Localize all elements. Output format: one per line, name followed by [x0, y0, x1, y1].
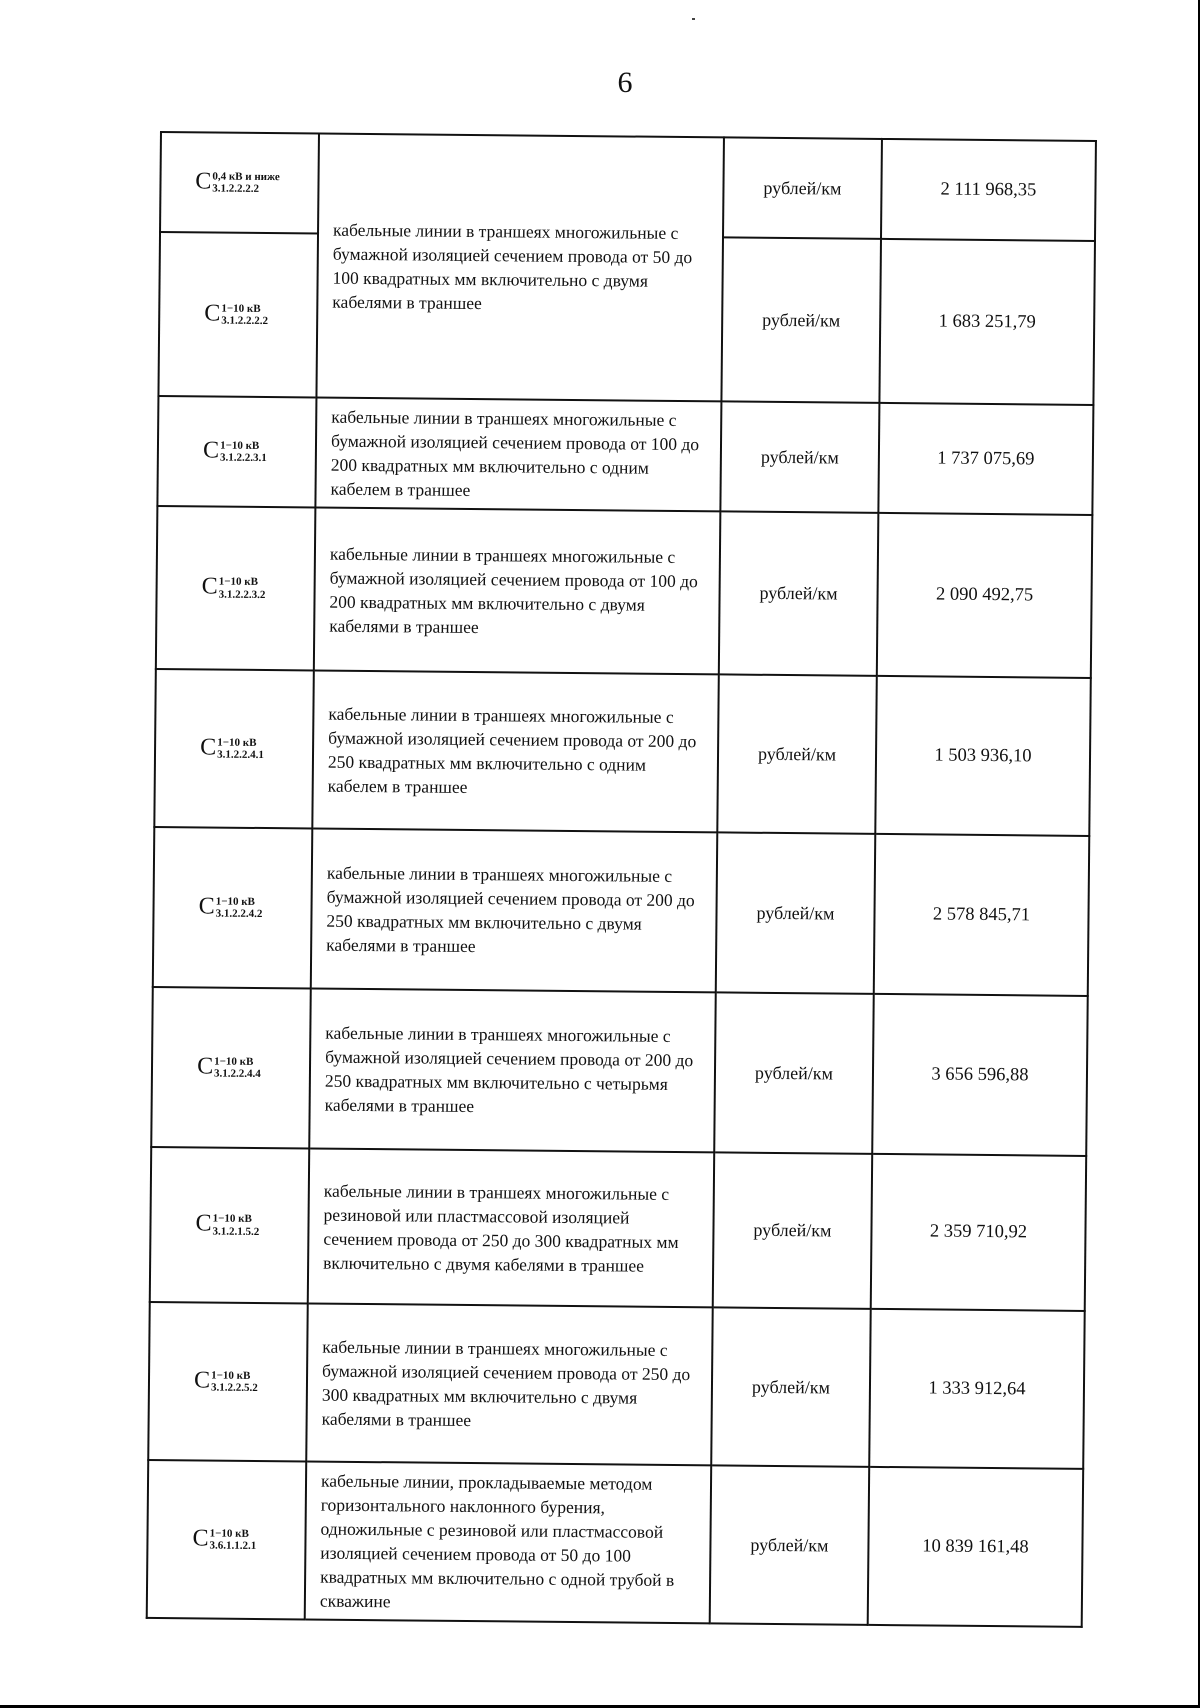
rate-code-subscript: 3.1.2.2.3.2 [218, 588, 266, 601]
price-cell: 3 656 596,88 [872, 994, 1088, 1156]
tariff-table [146, 131, 1097, 1628]
table-row [154, 669, 1090, 836]
unit-cell: рублей/км [711, 1307, 871, 1467]
rate-code-indices [219, 576, 266, 602]
rate-code-superscript: 1−10 кВ [220, 439, 260, 452]
table-row [160, 132, 1096, 241]
rate-code-indices [220, 439, 267, 465]
unit-cell: рублей/км [714, 992, 874, 1154]
rate-code-letter: C [201, 573, 218, 601]
description-cell: кабельные линии, прокладываемые методом горизонтального наклонного бурения, одножильные с резиновой или пластмассовой изоляцией сечением провода от 50 до 100 квадратных мм включительно с одной трубой в скважине [305, 1461, 711, 1623]
rate-code [203, 438, 271, 465]
rate-code-indices [217, 736, 264, 762]
unit-cell: рублей/км [719, 511, 879, 676]
price-cell: 1 333 912,64 [869, 1309, 1085, 1469]
price-cell: 1 737 075,69 [878, 403, 1093, 515]
table-row [148, 1302, 1084, 1469]
rate-code-subscript: 3.1.2.2.3.1 [219, 452, 267, 465]
scan-artifact-dot [692, 18, 695, 20]
unit-cell: рублей/км [710, 1465, 870, 1625]
unit-cell: рублей/км [716, 832, 876, 994]
rate-code-indices [211, 1369, 258, 1395]
rate-code-letter: C [195, 1210, 212, 1237]
description-cell: кабельные линии в траншеях многожильные с бумажной изоляцией сечением провода от 50 до 100 квадратных мм включительно с двумя кабелями в траншее [316, 134, 724, 402]
rate-code-cell [151, 987, 311, 1149]
unit-cell: рублей/км [720, 401, 879, 513]
rate-code-superscript: 1−10 кВ [211, 1369, 251, 1382]
rate-code [204, 301, 272, 328]
rate-code-subscript: 3.1.2.2.2.2 [212, 182, 260, 196]
price-cell: 2 578 845,71 [874, 834, 1090, 996]
price-cell: 2 359 710,92 [871, 1154, 1086, 1311]
rate-code-indices [221, 302, 268, 328]
description-cell: кабельные линии в траншеях многожильные с резиновой или пластмассовой изоляцией сечением провода от 250 до 300 квадратных мм включительно с двумя кабелями в траншее [308, 1148, 714, 1307]
rate-code-letter: C [200, 734, 217, 761]
description-cell: кабельные линии в траншеях многожильные с бумажной изоляцией сечением провода от 250 до 300 квадратных мм включительно с двумя кабелями в траншее [306, 1303, 712, 1465]
description-cell: кабельные линии в траншеях многожильные с бумажной изоляцией сечением провода от 200 до 250 квадратных мм включительно с одним кабелем в траншее [312, 671, 718, 833]
rate-code-superscript: 1−10 кВ [212, 1212, 252, 1226]
price-cell: 1 503 936,10 [875, 676, 1091, 836]
rate-code-cell [154, 669, 314, 829]
rate-code-letter: C [197, 1053, 214, 1080]
rate-code-subscript: 3.1.2.2.2.2 [221, 315, 269, 328]
description-cell: кабельные линии в траншеях многожильные с бумажной изоляцией сечением провода от 100 до 200 квадратных мм включительно с двумя кабелями в траншее [314, 508, 721, 675]
description-cell: кабельные линии в траншеях многожильные с бумажной изоляцией сечением провода от 200 до 250 квадратных мм включительно с двумя кабелями в траншее [311, 828, 718, 992]
unit-cell: рублей/км [717, 674, 877, 834]
rate-code-superscript: 1−10 кВ [218, 575, 259, 589]
price-cell: 2 111 968,35 [881, 139, 1096, 241]
rate-code-subscript: 3.1.2.1.5.2 [212, 1225, 260, 1238]
page-number: 6 [617, 66, 633, 99]
rate-code-indices [216, 895, 263, 921]
rate-code-cell [157, 396, 316, 508]
rate-code-indices [212, 170, 280, 196]
rate-code-subscript: 3.1.2.2.4.4 [214, 1067, 261, 1081]
rate-code-superscript: 1−10 кВ [217, 736, 257, 749]
rate-code [202, 575, 270, 602]
rate-code [195, 169, 284, 196]
rate-code-cell [158, 232, 318, 398]
rate-code-subscript: 3.1.2.2.5.2 [211, 1381, 258, 1395]
rate-code-subscript: 3.1.2.2.4.2 [215, 907, 263, 921]
table-row [150, 1147, 1086, 1311]
price-cell: 1 683 251,79 [879, 239, 1095, 405]
table-row [147, 1460, 1083, 1627]
unit-cell: рублей/км [723, 137, 882, 239]
rate-code-cell [147, 1460, 307, 1620]
rate-code [200, 735, 268, 762]
rate-code-cell [148, 1302, 308, 1462]
rate-code-cell [156, 506, 316, 671]
rate-code-superscript: 1−10 кВ [221, 302, 261, 315]
rate-code-cell [150, 1147, 309, 1304]
unit-cell: рублей/км [713, 1152, 872, 1309]
price-cell: 2 090 492,75 [877, 513, 1093, 678]
rate-code-superscript: 0,4 кВ и ниже [212, 170, 280, 183]
rate-code-indices [213, 1213, 260, 1239]
rate-code-letter: C [192, 1525, 209, 1552]
rate-code-letter: C [195, 168, 212, 195]
table-row [151, 987, 1087, 1156]
rate-code-superscript: 1−10 кВ [209, 1527, 249, 1540]
rate-code-subscript: 3.1.2.2.4.1 [217, 748, 264, 762]
rate-code [199, 894, 267, 921]
price-cell: 10 839 161,48 [868, 1467, 1084, 1627]
rate-code-indices [214, 1055, 261, 1081]
rate-code-letter: C [193, 1367, 211, 1394]
table-row [153, 827, 1089, 996]
table-row [156, 506, 1093, 678]
rate-code-superscript: 1−10 кВ [214, 1055, 254, 1068]
rate-code-letter: C [202, 437, 220, 464]
description-cell: кабельные линии в траншеях многожильные с бумажной изоляцией сечением провода от 200 до 250 квадратных мм включительно с четырьмя кабелями в траншее [309, 988, 716, 1152]
rate-code-cell [160, 132, 319, 234]
rate-code-indices [209, 1527, 256, 1553]
rate-code-cell [153, 827, 313, 989]
rate-code [192, 1526, 260, 1553]
rate-code-superscript: 1−10 кВ [215, 895, 255, 908]
rate-code-letter: C [198, 893, 215, 920]
rate-code [197, 1054, 265, 1081]
table-row [157, 396, 1093, 515]
rate-code-subscript: 3.6.1.1.2.1 [209, 1539, 257, 1553]
rate-code [195, 1212, 263, 1239]
rate-code [194, 1368, 262, 1395]
unit-cell: рублей/км [721, 237, 881, 403]
rate-code-letter: C [204, 300, 221, 327]
description-cell: кабельные линии в траншеях многожильные с бумажной изоляцией сечением провода от 100 до 200 квадратных мм включительно с одним кабелем в траншее [315, 398, 721, 512]
